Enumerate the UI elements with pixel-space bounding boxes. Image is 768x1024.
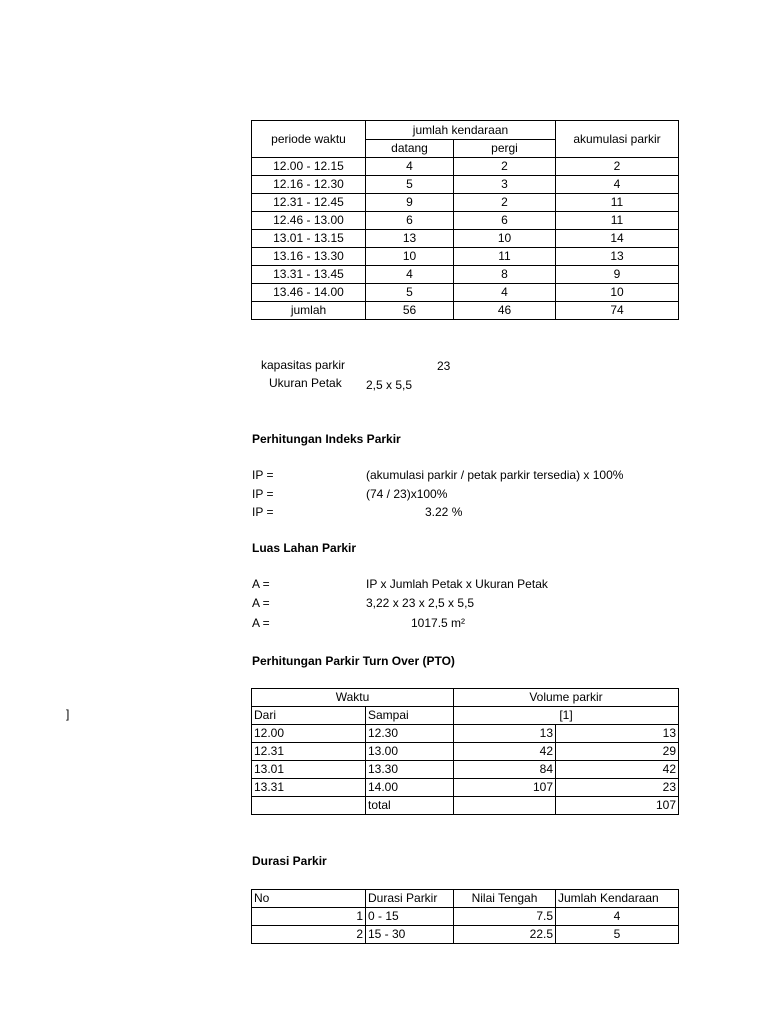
cell-v2: 42 xyxy=(556,761,679,779)
cell-datang: 4 xyxy=(366,266,454,284)
cell-dari: 13.31 xyxy=(252,779,366,797)
cell-periode: 12.46 - 13.00 xyxy=(252,212,366,230)
table-row xyxy=(252,725,679,743)
cell-jumlah: 5 xyxy=(556,926,679,944)
kapasitas-label: kapasitas parkir xyxy=(261,358,346,372)
cell-pergi: 11 xyxy=(454,248,556,266)
cell-v1: 13 xyxy=(454,725,556,743)
cell-datang: 9 xyxy=(366,194,454,212)
cell-pergi: 10 xyxy=(454,230,556,248)
ukuran-label: Ukuran Petak xyxy=(269,376,342,390)
formula-rhs: (74 / 23)x100% xyxy=(366,487,448,501)
ukuran-value: 2,5 x 5,5 xyxy=(366,378,413,392)
formula-lhs: IP = xyxy=(252,487,274,501)
table-row xyxy=(252,779,679,797)
cell-sampai: 13.30 xyxy=(366,761,454,779)
cell-akumulasi: 4 xyxy=(556,176,679,194)
cell-datang: 5 xyxy=(366,284,454,302)
header-datang: datang xyxy=(366,140,454,158)
formula-lhs: A = xyxy=(252,616,270,630)
cell-akumulasi: 14 xyxy=(556,230,679,248)
section-title-luas: Luas Lahan Parkir xyxy=(252,541,357,555)
total-row xyxy=(252,797,679,815)
cell-dari: 12.00 xyxy=(252,725,366,743)
formula-lhs: IP = xyxy=(252,505,274,519)
formula-rhs: IP x Jumlah Petak x Ukuran Petak xyxy=(366,577,548,591)
formula-rhs: 3,22 x 23 x 2,5 x 5,5 xyxy=(366,596,475,610)
header-pergi: pergi xyxy=(454,140,556,158)
cell-periode: 13.46 - 14.00 xyxy=(252,284,366,302)
cell-pergi: 8 xyxy=(454,266,556,284)
cell-periode: 12.00 - 12.15 xyxy=(252,158,366,176)
cell-akumulasi: 10 xyxy=(556,284,679,302)
table-row xyxy=(252,176,679,194)
cell-durasi: 15 - 30 xyxy=(366,926,454,944)
header-ref: [1] xyxy=(454,707,679,725)
header-periode: periode waktu xyxy=(252,121,366,158)
table-row xyxy=(252,158,679,176)
header-no: No xyxy=(252,890,366,908)
cell-datang: 5 xyxy=(366,176,454,194)
header-waktu: Waktu xyxy=(252,689,454,707)
empty-cell xyxy=(252,797,366,815)
formula-lhs: A = xyxy=(252,596,270,610)
cell-datang: 13 xyxy=(366,230,454,248)
cell-v1: 42 xyxy=(454,743,556,761)
formula-lhs: IP = xyxy=(252,468,274,482)
cell-v2: 23 xyxy=(556,779,679,797)
total-datang: 56 xyxy=(366,302,454,320)
header-jumlah: jumlah kendaraan xyxy=(366,121,556,140)
cell-pergi: 6 xyxy=(454,212,556,230)
cell-pergi: 2 xyxy=(454,158,556,176)
formula-rhs: 3.22 % xyxy=(425,505,463,519)
cell-sampai: 12.30 xyxy=(366,725,454,743)
formula-rhs: (akumulasi parkir / petak parkir tersedia) x 100% xyxy=(366,468,624,482)
cell-datang: 10 xyxy=(366,248,454,266)
cell-akumulasi: 13 xyxy=(556,248,679,266)
cell-no: 2 xyxy=(252,926,366,944)
total-row xyxy=(252,302,679,320)
header-jumlah: Jumlah Kendaraan xyxy=(556,890,679,908)
durasi-table xyxy=(251,889,679,944)
formula-rhs: 1017.5 m² xyxy=(411,616,466,630)
cell-durasi: 0 - 15 xyxy=(366,908,454,926)
cell-sampai: 13.00 xyxy=(366,743,454,761)
table-row xyxy=(252,230,679,248)
cell-datang: 4 xyxy=(366,158,454,176)
formula-lhs: A = xyxy=(252,577,270,591)
header-sampai: Sampai xyxy=(366,707,454,725)
cell-v2: 13 xyxy=(556,725,679,743)
header-akumulasi: akumulasi parkir xyxy=(556,121,679,158)
cell-pergi: 2 xyxy=(454,194,556,212)
table-row xyxy=(252,926,679,944)
cell-jumlah: 4 xyxy=(556,908,679,926)
cell-periode: 12.31 - 12.45 xyxy=(252,194,366,212)
pto-table xyxy=(251,688,679,815)
table-row xyxy=(252,743,679,761)
header-durasi: Durasi Parkir xyxy=(366,890,454,908)
table-row xyxy=(252,266,679,284)
cell-dari: 13.01 xyxy=(252,761,366,779)
cell-v1: 107 xyxy=(454,779,556,797)
empty-cell xyxy=(454,797,556,815)
section-title-indeks: Perhitungan Indeks Parkir xyxy=(252,432,401,446)
cell-akumulasi: 11 xyxy=(556,194,679,212)
header-dari: Dari xyxy=(252,707,366,725)
total-label: jumlah xyxy=(252,302,366,320)
cell-periode: 13.01 - 13.15 xyxy=(252,230,366,248)
cell-periode: 12.16 - 12.30 xyxy=(252,176,366,194)
cell-sampai: 14.00 xyxy=(366,779,454,797)
cell-dari: 12.31 xyxy=(252,743,366,761)
cell-nilai: 22.5 xyxy=(454,926,556,944)
cell-datang: 6 xyxy=(366,212,454,230)
side-bracket: ] xyxy=(66,707,70,721)
section-title-pto: Perhitungan Parkir Turn Over (PTO) xyxy=(252,654,455,668)
table-row xyxy=(252,284,679,302)
total-label: total xyxy=(366,797,454,815)
cell-v2: 29 xyxy=(556,743,679,761)
cell-akumulasi: 9 xyxy=(556,266,679,284)
table-row xyxy=(252,908,679,926)
total-value: 107 xyxy=(556,797,679,815)
total-pergi: 46 xyxy=(454,302,556,320)
cell-pergi: 3 xyxy=(454,176,556,194)
section-title-durasi: Durasi Parkir xyxy=(252,854,327,868)
cell-akumulasi: 11 xyxy=(556,212,679,230)
table-row xyxy=(252,248,679,266)
cell-no: 1 xyxy=(252,908,366,926)
kapasitas-value: 23 xyxy=(437,359,451,373)
cell-v1: 84 xyxy=(454,761,556,779)
cell-akumulasi: 2 xyxy=(556,158,679,176)
cell-nilai: 7.5 xyxy=(454,908,556,926)
table-row xyxy=(252,194,679,212)
table-row xyxy=(252,761,679,779)
header-volume: Volume parkir xyxy=(454,689,679,707)
table-row xyxy=(252,212,679,230)
cell-periode: 13.16 - 13.30 xyxy=(252,248,366,266)
accumulation-table xyxy=(251,120,679,320)
cell-periode: 13.31 - 13.45 xyxy=(252,266,366,284)
header-nilai: Nilai Tengah xyxy=(454,890,556,908)
cell-pergi: 4 xyxy=(454,284,556,302)
total-akumulasi: 74 xyxy=(556,302,679,320)
